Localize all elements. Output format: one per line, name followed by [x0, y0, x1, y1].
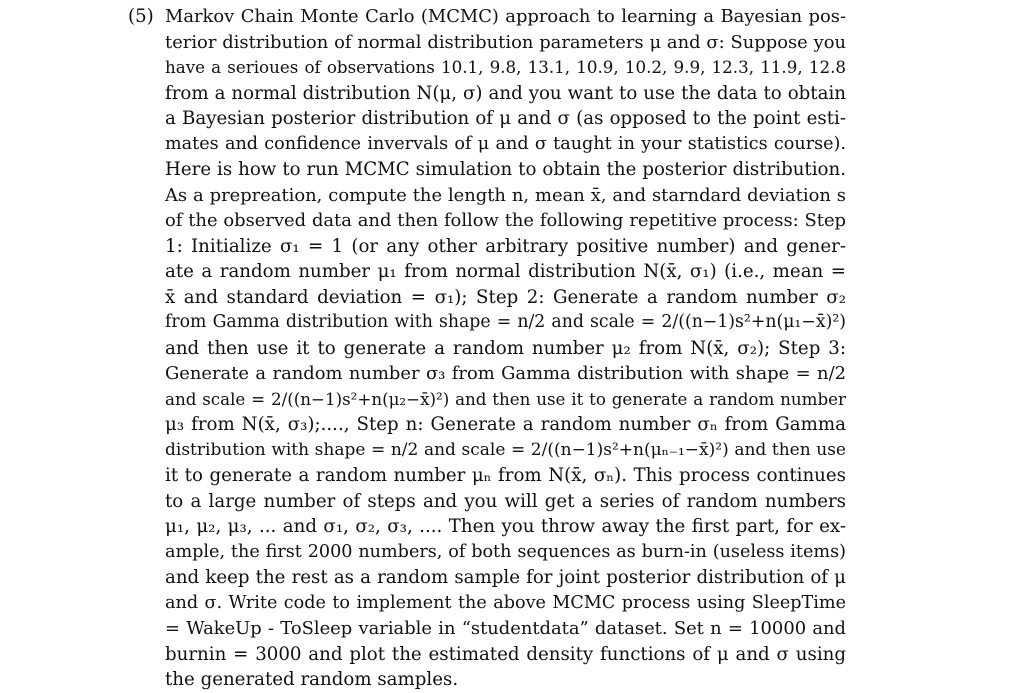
text-line: to a large number of steps and you will get a series of random numbers — [165, 490, 846, 512]
text-line: = WakeUp - ToSleep variable in “studentdata” dataset. Set n = 10000 and — [165, 618, 846, 639]
text-line: 1: Initialize σ₁ = 1 (or any other arbitrary positive number) and gener- — [165, 235, 846, 257]
text-line: from Gamma distribution with shape = n/2 and scale = 2/((n−1)s²+n(μ₁−x̄)²) — [165, 312, 846, 332]
text-line: ate a random number μ₁ from normal distribution N(x̄, σ₁) (i.e., mean = — [165, 261, 846, 282]
text-line: As a prepreation, compute the length n, mean x̄, and starndard deviation s — [165, 184, 846, 206]
text-line: distribution with shape = n/2 and scale = 2/((n−1)s²+n(μₙ₋₁−x̄)²) and then use — [165, 439, 846, 460]
text-line: μ₁, μ₂, μ₃, ... and σ₁, σ₂, σ₃, .... Then you throw away the first part, for ex- — [165, 516, 846, 537]
text-line: it to generate a random number μₙ from N(x̄, σₙ). This process continues — [165, 465, 846, 486]
text-line: have a serioues of observations 10.1, 9.8, 13.1, 10.9, 10.2, 9.9, 12.3, 11.9, 12.8 — [165, 57, 846, 77]
text-line: of the observed data and then follow the following repetitive process: Step — [165, 210, 846, 231]
text-line: terior distribution of normal distribution parameters μ and σ: Suppose you — [165, 31, 846, 53]
text-line: and σ. Write code to implement the above MCMC process using SleepTime — [165, 592, 846, 613]
text-line: Here is how to run MCMC simulation to obtain the posterior distribution. — [165, 159, 846, 180]
text-line: and then use it to generate a random number μ₂ from N(x̄, σ₂); Step 3: — [165, 337, 846, 359]
problem-number: (5) — [128, 6, 154, 27]
text-line: the generated random samples. — [165, 669, 459, 690]
text-line: mates and confidence invervals of μ and σ taught in your statistics course). — [165, 133, 846, 154]
text-line: μ₃ from N(x̄, σ₃);...., Step n: Generate a random number σₙ from Gamma — [165, 414, 846, 435]
text-line: and scale = 2/((n−1)s²+n(μ₂−x̄)²) and then use it to generate a random number — [165, 388, 846, 409]
text-line: Markov Chain Monte Carlo (MCMC) approach to learning a Bayesian pos- — [165, 6, 846, 27]
text-line: Generate a random number σ₃ from Gamma distribution with shape = n/2 — [165, 363, 846, 384]
text-line: and keep the rest as a random sample for joint posterior distribution of μ — [165, 567, 846, 588]
text-line: burnin = 3000 and plot the estimated density functions of μ and σ using — [165, 643, 846, 665]
text-line: ample, the first 2000 numbers, of both sequences as burn-in (useless items) — [165, 541, 846, 562]
text-line: from a normal distribution N(μ, σ) and you want to use the data to obtain — [165, 82, 846, 104]
text-line: a Bayesian posterior distribution of μ and σ (as opposed to the point esti- — [165, 108, 846, 129]
text-line: x̄ and standard deviation = σ₁); Step 2: Generate a random number σ₂ — [165, 286, 846, 308]
